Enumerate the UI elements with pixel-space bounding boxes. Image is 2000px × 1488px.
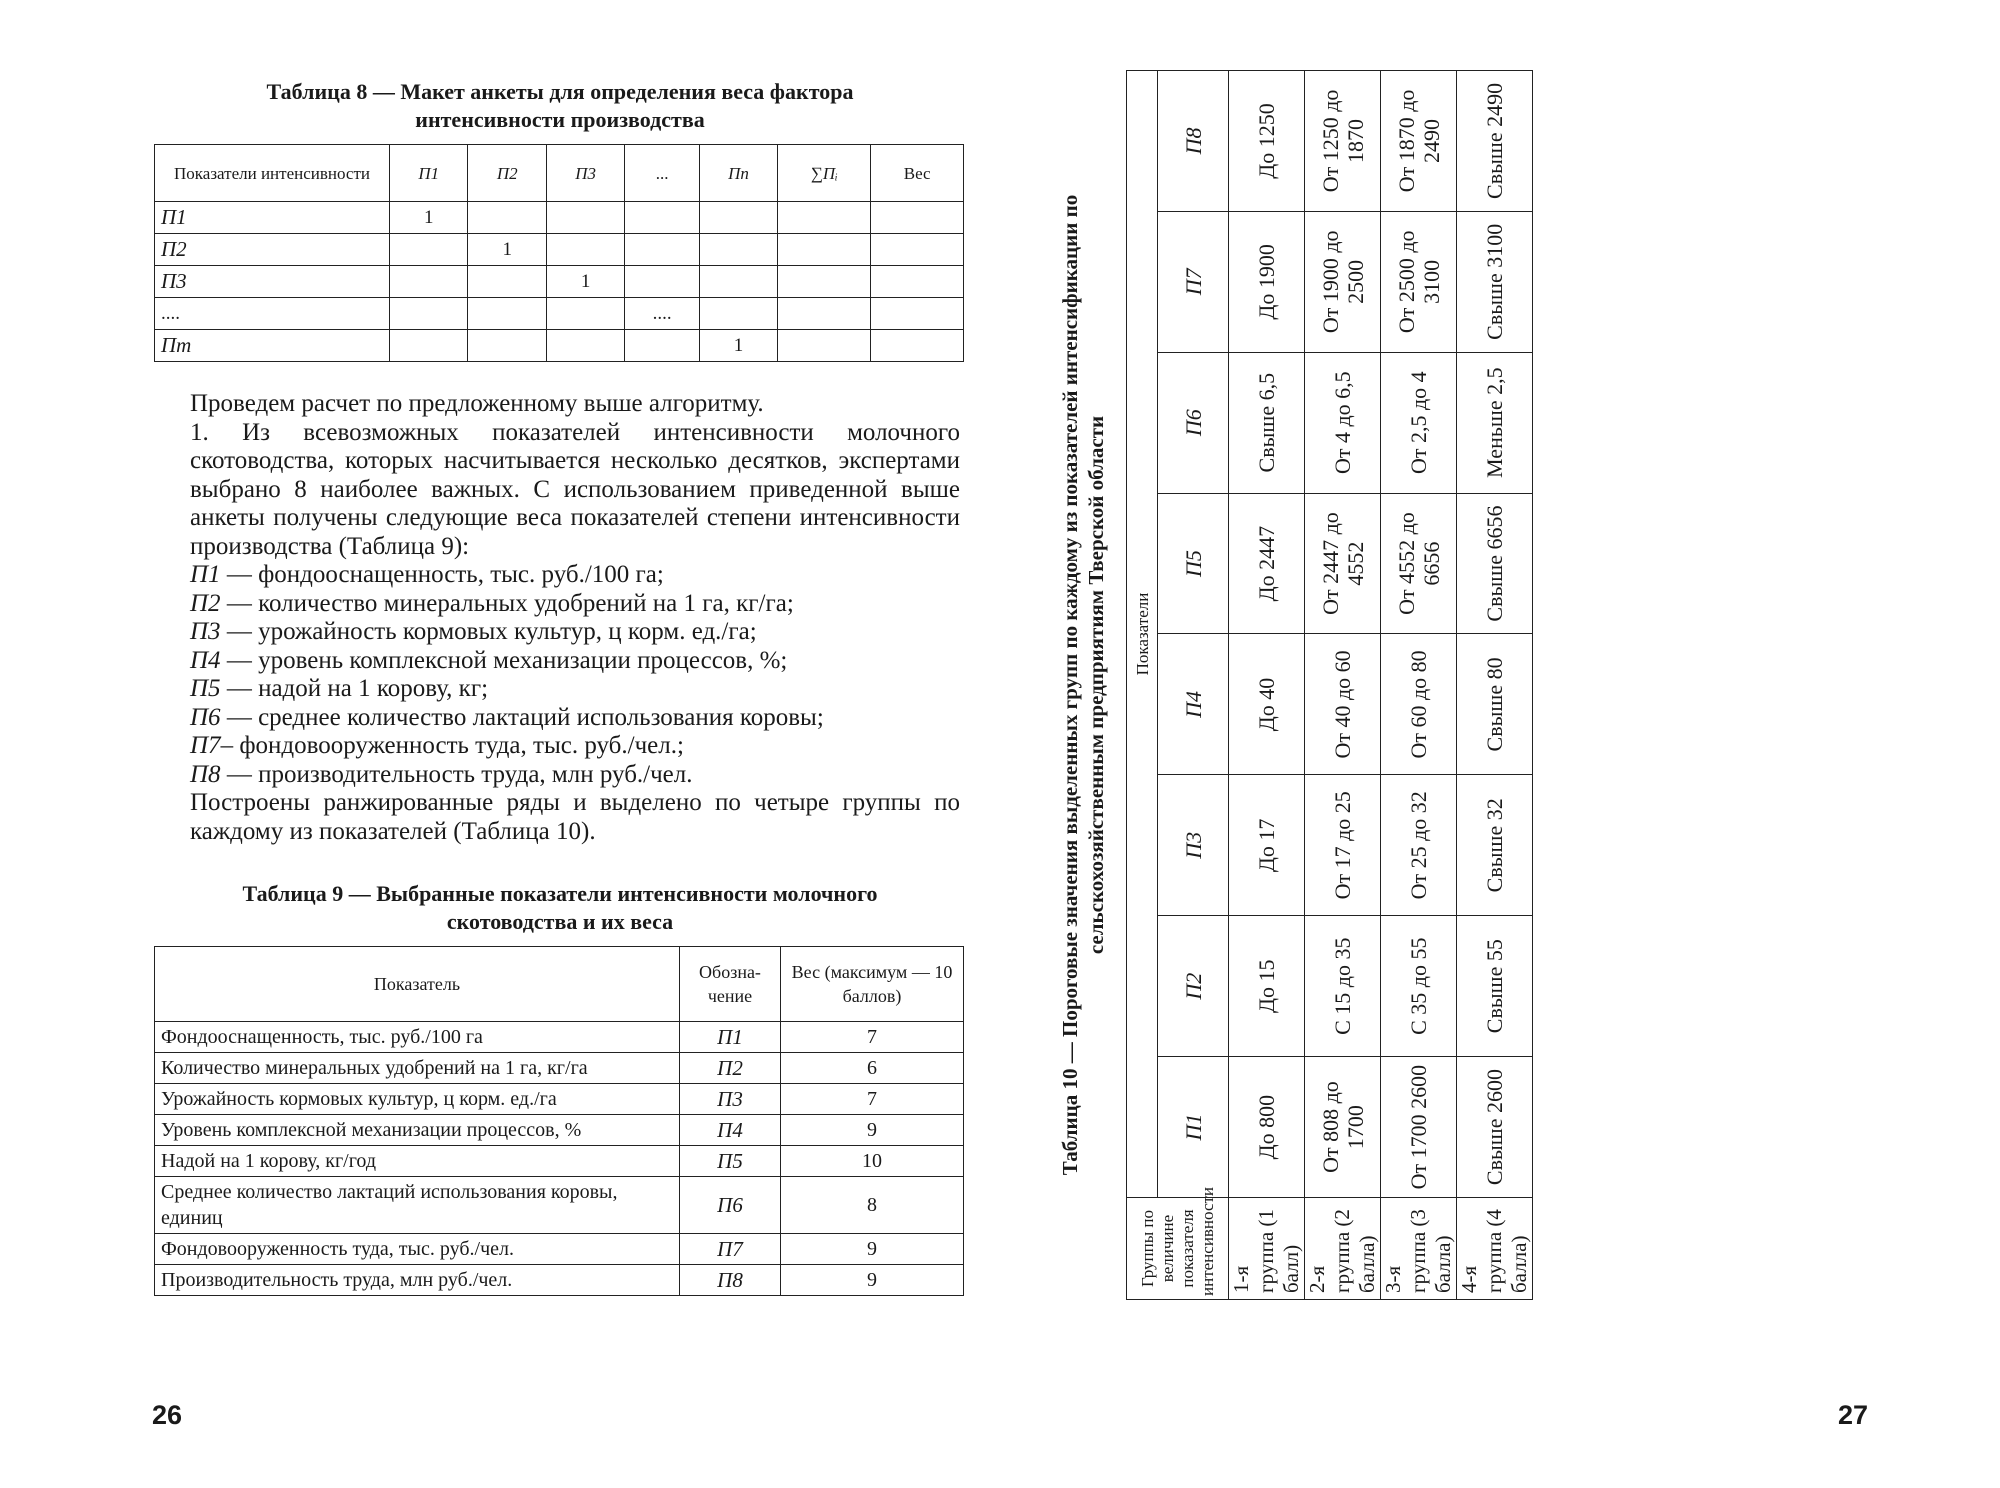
- table8-cell: [468, 202, 546, 234]
- table8-cell: [468, 266, 546, 298]
- table8-cell: [625, 330, 699, 362]
- table10-cell: От 2500 до 3100: [1381, 211, 1457, 352]
- indicator-code: П7: [190, 732, 221, 759]
- table9-row: [155, 1265, 964, 1296]
- table10-group: 2-я группа (2 балла): [1305, 1198, 1381, 1300]
- table10-cell: От 1870 до 2490: [1381, 71, 1457, 212]
- table10-cell: От 4 до 6,5: [1305, 352, 1381, 493]
- table10-cell: Свыше 55: [1457, 916, 1533, 1057]
- table10-row: [1381, 71, 1457, 1300]
- table9-row: [155, 1022, 964, 1053]
- indicator-code: П6: [190, 703, 221, 731]
- paragraph-1: Проведем расчет по предложенному выше алгоритму.: [190, 390, 764, 417]
- table9-row: [155, 1234, 964, 1265]
- table10-header-row: [1127, 71, 1158, 1300]
- table10-code: П1: [1158, 1057, 1229, 1198]
- list-item: [190, 590, 960, 619]
- table10-cell: До 40: [1229, 634, 1305, 775]
- table8-cell: [778, 202, 871, 234]
- table9-weight: 10: [781, 1146, 964, 1177]
- table10-cell: От 1700 2600: [1381, 1057, 1457, 1198]
- table8-cell: [871, 266, 964, 298]
- indicator-text: – фондовооруженность туда, тыс. руб./чел.;: [220, 732, 684, 759]
- table8-header-cell: ∑Пᵢ: [778, 145, 871, 202]
- table8-cell: [546, 202, 624, 234]
- table10-caption-line2: сельскохозяйственным предприятиям Тверской области: [1084, 415, 1108, 955]
- table8-row-label: П1: [155, 202, 390, 234]
- table10-cell: От 1900 до 2500: [1305, 211, 1381, 352]
- indicator-text: — количество минеральных удобрений на 1 га, кг/га;: [220, 589, 794, 617]
- table10-cell: До 17: [1229, 775, 1305, 916]
- table10-caption-line1: Таблица 10 — Пороговые значения выделенных групп по каждому из показателей интенсификации по: [1058, 194, 1082, 1176]
- table8-cell: [546, 330, 624, 362]
- list-item: [190, 675, 960, 704]
- list-item: [190, 618, 960, 647]
- table10-cell: Свыше 6,5: [1229, 352, 1305, 493]
- table9-row: [155, 1084, 964, 1115]
- table10-group-header: Группы по величине показателя интенсивности: [1127, 1198, 1229, 1300]
- indicator-text: — среднее количество лактаций использования коровы;: [220, 703, 824, 731]
- table9-indicator: Фондовооруженность туда, тыс. руб./чел.: [155, 1234, 680, 1265]
- table8-cell: [468, 298, 546, 330]
- table10-cell: До 2447: [1229, 493, 1305, 634]
- table10-cell: До 800: [1229, 1057, 1305, 1198]
- table10-rotated-block: [1057, 70, 1531, 1300]
- table8-row: [155, 298, 964, 330]
- table8-cell: [871, 234, 964, 266]
- table8-cell: [390, 266, 468, 298]
- table8-cell: 1: [699, 330, 777, 362]
- table8-row-label: Пm: [155, 330, 390, 362]
- table10-cell: С 35 до 55: [1381, 916, 1457, 1057]
- table8-cell: [390, 330, 468, 362]
- table10-cell: Свыше 6656: [1457, 493, 1533, 634]
- paragraph-2: 1. Из всевозможных показателей интенсивности молочного скотоводства, которых насчитывается несколько десятков, экспертами выбрано 8 наиболее важных. С использованием приведенной выше анкеты получены следующие веса показателей степени интенсивности производства (Таблица 9):: [190, 418, 960, 560]
- table8-cell: ....: [625, 298, 699, 330]
- table8-cell: [871, 298, 964, 330]
- table8: [154, 144, 964, 362]
- indicator-code: П4: [190, 646, 221, 674]
- table10-cell: До 1250: [1229, 71, 1305, 212]
- table9-row: [155, 1146, 964, 1177]
- table9-code: П3: [680, 1084, 781, 1115]
- indicator-code: П2: [190, 589, 221, 617]
- table8-row: [155, 266, 964, 298]
- table9-header-cell: Обозна-чение: [680, 947, 781, 1022]
- table9-header-cell: Показатель: [155, 947, 680, 1022]
- indicator-text: — фондооснащенность, тыс. руб./100 га;: [220, 561, 664, 588]
- table10-group: 4-я группа (4 балла): [1457, 1198, 1533, 1300]
- table9-weight: 9: [781, 1234, 964, 1265]
- list-item: [190, 704, 960, 733]
- table10-group: 1-я группа (1 балл): [1229, 1198, 1305, 1300]
- table10-cell: С 15 до 35: [1305, 916, 1381, 1057]
- table8-cell: [699, 234, 777, 266]
- table9-caption-line2: скотоводства и их веса: [446, 909, 674, 934]
- table8-row-label: П2: [155, 234, 390, 266]
- table10-cell: Меньше 2,5: [1457, 352, 1533, 493]
- table10-cell: От 4552 до 6656: [1381, 493, 1457, 634]
- table8-cell: [699, 266, 777, 298]
- table10-cell: Свыше 32: [1457, 775, 1533, 916]
- table9-weight: 9: [781, 1265, 964, 1296]
- table10-code: П5: [1158, 493, 1229, 634]
- table9-code: П8: [680, 1265, 781, 1296]
- indicator-code: П3: [190, 618, 221, 645]
- table8-cell: [546, 298, 624, 330]
- table8-caption: [140, 78, 980, 134]
- table8-cell: [625, 202, 699, 234]
- table10-cell: Свыше 80: [1457, 634, 1533, 775]
- table8-cell: [546, 234, 624, 266]
- table8-header-cell: П3: [546, 145, 624, 202]
- table10-cell: От 17 до 25: [1305, 775, 1381, 916]
- indicator-code: П5: [190, 675, 221, 702]
- table10-group: 3-я группа (3 балла): [1381, 1198, 1457, 1300]
- table9-code: П2: [680, 1053, 781, 1084]
- table8-cell: [778, 330, 871, 362]
- table9-row: [155, 1115, 964, 1146]
- table9-row: [155, 1177, 964, 1234]
- table9-indicator: Количество минеральных удобрений на 1 га, кг/га: [155, 1053, 680, 1084]
- paragraph-3: Построены ранжированные ряды и выделено по четыре группы по каждому из показателей (Таблица 10).: [190, 789, 960, 845]
- table10-code: П2: [1158, 916, 1229, 1057]
- body-text: [190, 390, 960, 846]
- table9-indicator: Среднее количество лактаций использования коровы, единиц: [155, 1177, 680, 1234]
- table8-cell: [871, 330, 964, 362]
- table9-indicator: Фондооснащенность, тыс. руб./100 га: [155, 1022, 680, 1053]
- table8-cell: 1: [390, 202, 468, 234]
- table9-caption-line1: Таблица 9 — Выбранные показатели интенсивности молочного: [242, 881, 878, 906]
- list-item: [190, 761, 960, 790]
- indicator-text: — урожайность кормовых культур, ц корм. ед./га;: [220, 618, 757, 645]
- table10-code: П3: [1158, 775, 1229, 916]
- table8-header-cell: Вес: [871, 145, 964, 202]
- table8-header-cell: Пn: [699, 145, 777, 202]
- page-number-left: 26: [152, 1400, 183, 1430]
- table8-caption-line1: Таблица 8 — Макет анкеты для определения веса фактора: [266, 79, 854, 104]
- table8-row-label: ....: [155, 298, 390, 330]
- table10-cell: От 40 до 60: [1305, 634, 1381, 775]
- table8-cell: 1: [468, 234, 546, 266]
- table10-cell: От 2447 до 4552: [1305, 493, 1381, 634]
- table10-cell: От 808 до 1700: [1305, 1057, 1381, 1198]
- table9-code: П6: [680, 1177, 781, 1234]
- table10-cell: От 60 до 80: [1381, 634, 1457, 775]
- table9-code: П4: [680, 1115, 781, 1146]
- table9-weight: 7: [781, 1084, 964, 1115]
- table8-cell: [699, 298, 777, 330]
- table10-cell: От 2,5 до 4: [1381, 352, 1457, 493]
- table10-row: [1457, 71, 1533, 1300]
- table9-indicator: Урожайность кормовых культур, ц корм. ед./га: [155, 1084, 680, 1115]
- table10: [1126, 70, 1533, 1300]
- table8-cell: [625, 234, 699, 266]
- table9-code: П1: [680, 1022, 781, 1053]
- table8-row: [155, 234, 964, 266]
- list-item: [190, 647, 960, 676]
- table8-cell: [468, 330, 546, 362]
- table8-header-cell: П1: [390, 145, 468, 202]
- table9-weight: 8: [781, 1177, 964, 1234]
- list-item: [190, 561, 960, 590]
- table10-row: [1229, 71, 1305, 1300]
- table9-weight: 9: [781, 1115, 964, 1146]
- table10-code: П6: [1158, 352, 1229, 493]
- indicator-text: — производительность труда, млн руб./чел.: [220, 760, 693, 788]
- indicator-text: — уровень комплексной механизации процессов, %;: [220, 646, 788, 674]
- indicator-code: П1: [190, 561, 221, 588]
- table8-cell: [390, 234, 468, 266]
- table8-cell: [699, 202, 777, 234]
- table10-cell: До 1900: [1229, 211, 1305, 352]
- table9-code: П5: [680, 1146, 781, 1177]
- table9-row: [155, 1053, 964, 1084]
- table8-header-cell: П2: [468, 145, 546, 202]
- table10-cell: Свыше 2600: [1457, 1057, 1533, 1198]
- page-number-right: 27: [1838, 1400, 1869, 1430]
- table10-code: П7: [1158, 211, 1229, 352]
- table8-caption-line2: интенсивности производства: [415, 107, 705, 132]
- table8-cell: [778, 234, 871, 266]
- table8-header-row: [155, 145, 964, 202]
- table10-indicators-header: Показатели: [1127, 71, 1158, 1198]
- table10-row: [1305, 71, 1381, 1300]
- table8-cell: [871, 202, 964, 234]
- indicator-text: — надой на 1 корову, кг;: [220, 675, 489, 702]
- table9-indicator: Уровень комплексной механизации процессов, %: [155, 1115, 680, 1146]
- table9-indicator: Производительность труда, млн руб./чел.: [155, 1265, 680, 1296]
- list-item: [190, 732, 960, 761]
- table10-cell: До 15: [1229, 916, 1305, 1057]
- table8-cell: [390, 298, 468, 330]
- table10-cell: От 25 до 32: [1381, 775, 1457, 916]
- table9-code: П7: [680, 1234, 781, 1265]
- table8-row-label: П3: [155, 266, 390, 298]
- table9: [154, 946, 964, 1296]
- table8-cell: [778, 298, 871, 330]
- table9-weight: 7: [781, 1022, 964, 1053]
- table10-code-row: [1158, 71, 1229, 1300]
- table10-code: П4: [1158, 634, 1229, 775]
- table8-cell: [778, 266, 871, 298]
- table8-row: [155, 330, 964, 362]
- table9-weight: 6: [781, 1053, 964, 1084]
- table10-caption: [1057, 70, 1109, 1300]
- table8-row: [155, 202, 964, 234]
- table9-header-cell: Вес (максимум — 10 баллов): [781, 947, 964, 1022]
- table9-header-row: [155, 947, 964, 1022]
- table9-caption: [140, 880, 980, 936]
- table10-cell: Свыше 3100: [1457, 211, 1533, 352]
- table8-cell: 1: [546, 266, 624, 298]
- indicator-code: П8: [190, 760, 221, 788]
- table8-header-cell: Показатели интенсивности: [155, 145, 390, 202]
- table10-cell: От 1250 до 1870: [1305, 71, 1381, 212]
- table10-code: П8: [1158, 71, 1229, 212]
- table8-cell: [625, 266, 699, 298]
- table10-cell: Свыше 2490: [1457, 71, 1533, 212]
- table9-indicator: Надой на 1 корову, кг/год: [155, 1146, 680, 1177]
- table8-header-cell: ...: [625, 145, 699, 202]
